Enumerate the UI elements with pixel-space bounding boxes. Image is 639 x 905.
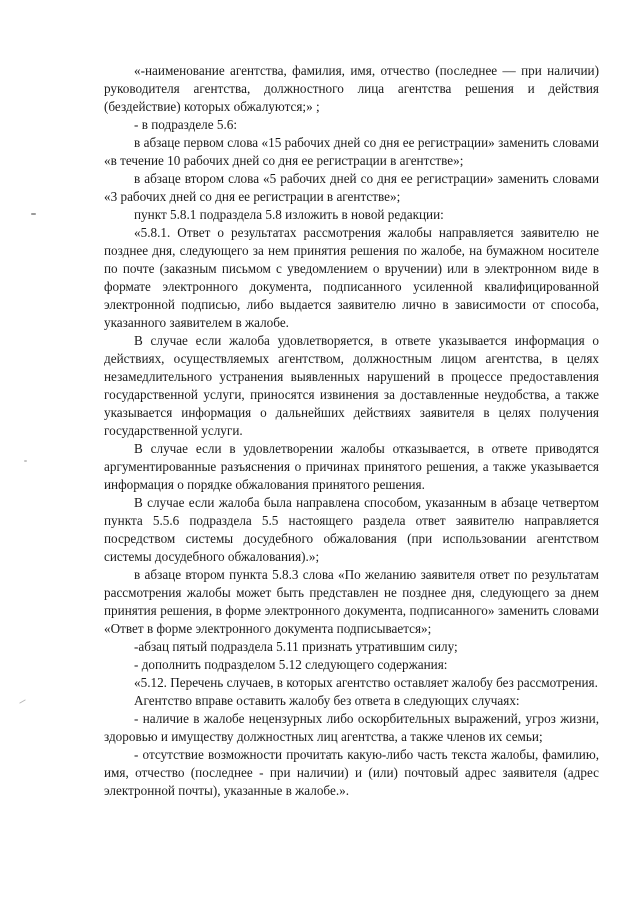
paragraph: В случае если жалоба была направлена способом, указанным в абзаце четвертом пункта 5.5.6 подраздела 5.5 настоящего раздела ответ заявителю направляется посредством системы досудебного обжалования (при использовании агентством системы досудебного обжалования).»; bbox=[104, 495, 599, 564]
document-body bbox=[104, 62, 599, 800]
scan-speck bbox=[19, 699, 26, 703]
paragraph: В случае если жалоба удовлетворяется, в ответе указывается информация о действиях, осуществляемых агентством, должностным лицом агентства, в целях незамедлительного устранения выявленных нарушений в процессе предоставления государственной услуги, приносятся извинения за доставленные неудобства, а также указывается информация о дальнейших действиях заявителя в целях получения государственной услуги. bbox=[104, 333, 599, 438]
paragraph: В случае если в удовлетворении жалобы отказывается, в ответе приводятся аргументированные разъяснения о причинах принятого решения, а также указывается информация о порядке обжалования принятого решения. bbox=[104, 441, 599, 492]
paragraph: «-наименование агентства, фамилия, имя, отчество (последнее — при наличии) руководителя агентства, должностного лица агентства решения и действия (бездействие) которых обжалуются;» ; bbox=[104, 63, 599, 114]
paragraph: пункт 5.8.1 подраздела 5.8 изложить в новой редакции: bbox=[134, 207, 444, 222]
paragraph: в абзаце втором слова «5 рабочих дней со дня ее регистрации» заменить словами «3 рабочих дней со дня ее регистрации в агентстве»; bbox=[104, 171, 599, 204]
paragraph: - отсутствие возможности прочитать какую-либо часть текста жалобы, фамилию, имя, отчество (последнее - при наличии) и (или) почтовый адрес заявителя (адрес электронной почты), указанные в жалобе.». bbox=[104, 747, 599, 798]
paragraph: -абзац пятый подраздела 5.11 признать утратившим силу; bbox=[134, 639, 458, 654]
paragraph: - дополнить подразделом 5.12 следующего содержания: bbox=[134, 657, 448, 672]
paragraph: «5.8.1. Ответ о результатах рассмотрения жалобы направляется заявителю не позднее дня, следующего за нем принятия решения по жалобе, на бумажном носителе по почте (заказным письмом с уведомлением о вручении) или в электронном виде в формате электронного документа, подписанного усиленной квалифицированной электронной подписью, либо выдается заявителю лично в зависимости от способа, указанного заявителем в жалобе. bbox=[104, 225, 599, 330]
paragraph: Агентство вправе оставить жалобу без ответа в следующих случаях: bbox=[134, 693, 520, 708]
scan-speck bbox=[24, 460, 27, 462]
paragraph: в абзаце втором пункта 5.8.3 слова «По желанию заявителя ответ по результатам рассмотрения жалобы может быть представлен не позднее дня, следующего за днем принятия решения, в форме электронного документа, подписанного» заменить словами «Ответ в форме электронного документа подписывается»; bbox=[104, 567, 599, 636]
paragraph: в абзаце первом слова «15 рабочих дней со дня ее регистрации» заменить словами «в течение 10 рабочих дней со дня ее регистрации в агентстве»; bbox=[104, 135, 599, 168]
paragraph: «5.12. Перечень случаев, в которых агентство оставляет жалобу без рассмотрения. bbox=[134, 675, 598, 690]
paragraph: - наличие в жалобе нецензурных либо оскорбительных выражений, угроз жизни, здоровью и имуществу должностных лиц агентства, а также членов их семьи; bbox=[104, 711, 599, 744]
paragraph: - в подразделе 5.6: bbox=[134, 117, 238, 132]
scan-speck bbox=[31, 213, 36, 215]
